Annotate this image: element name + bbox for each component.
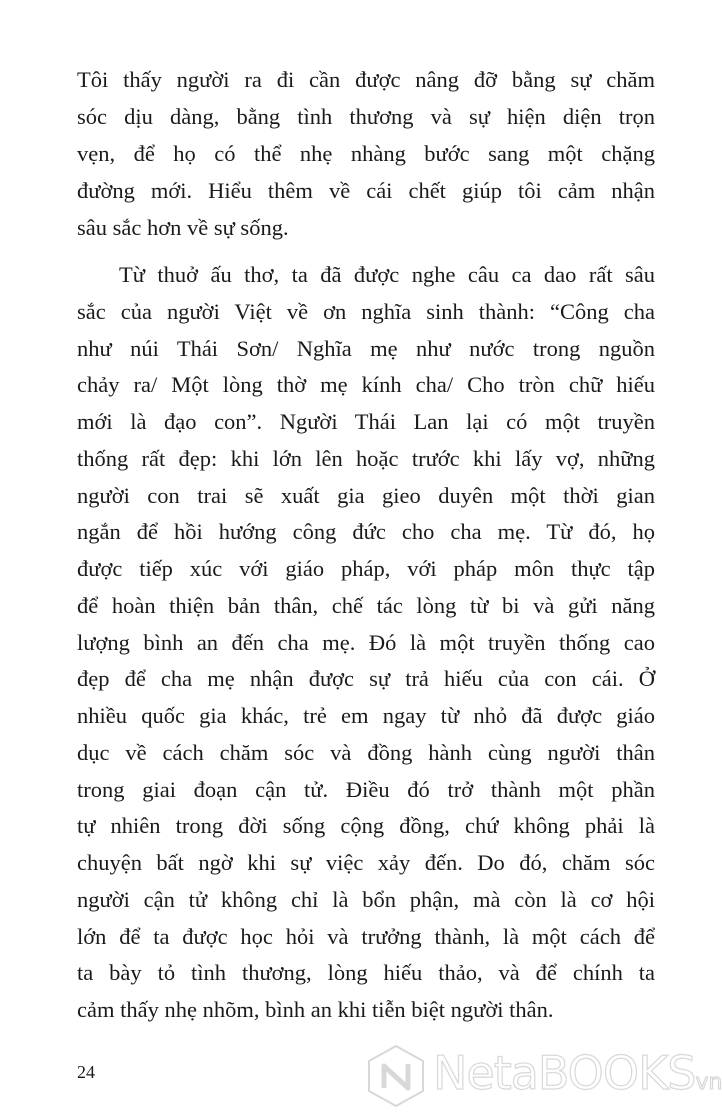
text-line: đẹp để cha mẹ nhận được sự trả hiếu của con cái. Ở — [77, 666, 655, 692]
paragraph-2 — [77, 257, 655, 1029]
text-line: nhiều quốc gia khác, trẻ em ngay từ nhỏ đã được giáo — [77, 703, 655, 728]
text-line: để hoàn thiện bản thân, chế tác lòng từ bi và gửi năng — [77, 592, 655, 618]
text-line: như núi Thái Sơn/ Nghĩa mẹ như nước trong nguồn — [77, 335, 655, 361]
text-line: chảy ra/ Một lòng thờ mẹ kính cha/ Cho tròn chữ hiếu — [77, 372, 655, 398]
netabooks-watermark — [365, 1044, 722, 1108]
text-line: tự nhiên trong đời sống cộng đồng, chứ không phải là — [77, 813, 655, 839]
text-line: lớn để ta được học hỏi và trưởng thành, là một cách để — [77, 923, 655, 949]
text-line: trong giai đoạn cận tử. Điều đó trở thành một phần — [77, 776, 655, 802]
text-line: chuyện bất ngờ khi sự việc xảy đến. Do đó, chăm sóc — [77, 850, 655, 875]
page-number: 24 — [77, 1062, 95, 1082]
text-line: lượng bình an đến cha mẹ. Đó là một truyền thống cao — [77, 629, 655, 655]
text-line: Từ thuở ấu thơ, ta đã được nghe câu ca dao rất sâu — [119, 262, 655, 287]
text-line: sóc dịu dàng, bằng tình thương và sự hiện diện trọn — [77, 104, 655, 129]
text-line: người cận tử không chỉ là bổn phận, mà còn là cơ hội — [77, 886, 655, 912]
text-line: sắc của người Việt về ơn nghĩa sinh thành: “Công cha — [77, 298, 655, 324]
text-line: đường mới. Hiểu thêm về cái chết giúp tôi cảm nhận — [77, 178, 655, 203]
text-line: cảm thấy nhẹ nhõm, bình an khi tiễn biệt người thân. — [77, 997, 554, 1022]
text-line: sâu sắc hơn về sự sống. — [77, 215, 289, 240]
text-line: thống rất đẹp: khi lớn lên hoặc trước khi lấy vợ, những — [77, 445, 655, 471]
text-line: ta bày tỏ tình thương, lòng hiếu thảo, và để chính ta — [77, 960, 655, 986]
text-line: dục về cách chăm sóc và đồng hành cùng người thân — [77, 739, 655, 765]
netabooks-logo-icon — [365, 1044, 427, 1108]
watermark-text: NetaBOOKSvn — [433, 1046, 722, 1100]
text-line: Tôi thấy người ra đi cần được nâng đỡ bằng sự chăm — [77, 67, 655, 92]
paragraph-1 — [77, 61, 655, 246]
text-line: được tiếp xúc với giáo pháp, với pháp môn thực tập — [77, 556, 655, 581]
text-line: ngắn để hồi hướng công đức cho cha mẹ. Từ đó, họ — [77, 519, 655, 545]
text-line: người con trai sẽ xuất gia gieo duyên một thời gian — [77, 482, 655, 508]
text-line: vẹn, để họ có thể nhẹ nhàng bước sang một chặng — [77, 141, 655, 166]
text-line: mới là đạo con”. Người Thái Lan lại có một truyền — [77, 409, 655, 434]
